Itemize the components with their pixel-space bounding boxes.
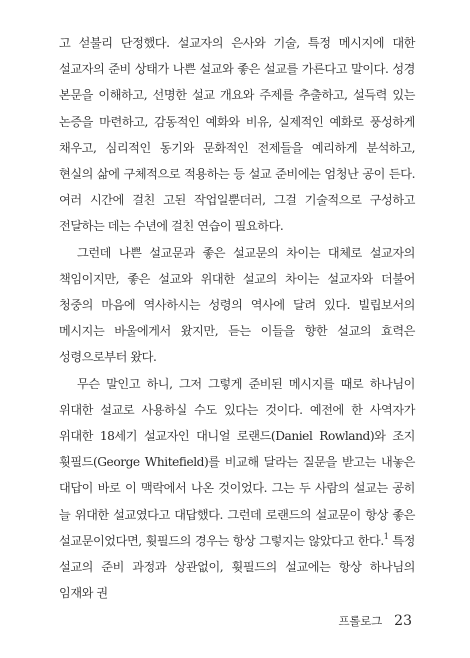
body-text [59, 30, 415, 606]
page-number: 23 [394, 613, 412, 629]
footnote-marker: 1 [383, 531, 389, 541]
paragraph-1 [59, 30, 415, 240]
page-footer [338, 610, 412, 629]
paragraph-2-text: 그런데 나쁜 설교문과 좋은 설교문의 차이는 대체로 설교자의 책임이지만, 좋은 설교와 위대한 설교의 차이는 설교자와 더불어 청중의 마음에 역사하시는 성령의 역사에 달려 있다. 빌립보서의 메시지는 바울에게서 왔지만, 듣는 이들을 향한 설교의 효력은 성령으로부터 왔다. [59, 245, 415, 365]
paragraph-3-text: 무슨 말인고 하니, 그저 그렇게 준비된 메시지를 때로 하나님이 위대한 설교로 사용하실 수도 있다는 것이다. 예전에 한 사역자가 위대한 18세기 설교자인 대니얼 로랜드(Daniel Rowland)와 조지 휫필드(George Whitefield)를 비교해 달라는 질문을 받고는 내놓은 대답이 바로 이 맥락에서 나온 것이었다. 그는 두 사람의 설교는 공히 늘 위대한 설교였다고 대답했다. 그런데 로랜드의 설교문이 항상 좋은 설교문이었다면, 휫필드의 경우는 항상 그렇지는 않았다고 한다. [59, 376, 415, 548]
running-head: 프롤로그 [338, 614, 383, 628]
paragraph-3 [59, 371, 415, 607]
paragraph-2 [59, 240, 415, 371]
paragraph-1-text: 고 섣불리 단정했다. 설교자의 은사와 기술, 특정 메시지에 대한 설교자의 준비 상태가 나쁜 설교와 좋은 설교를 가른다고 말이다. 성경 본문을 이해하고, 선명한 설교 개요와 주제를 추출하고, 설득력 있는 논증을 마련하고, 감동적인 예화와 비유, 실제적인 예화로 풍성하게 채우고, 심리적인 동기와 문화적인 전제들을 예리하게 분석하고, 현실의 삶에 구체적으로 적용하는 등 설교 준비에는 엄청난 공이 든다. 여러 시간에 걸친 고된 작업일뿐더러, 그걸 기술적으로 구성하고 전달하는 데는 수년에 걸친 연습이 필요하다. [59, 36, 415, 234]
paragraph-3-continuation: 특정 설교의 준비 과정과 상관없이, 휫필드의 설교에는 항상 하나님의 임재와 권 [59, 533, 415, 601]
